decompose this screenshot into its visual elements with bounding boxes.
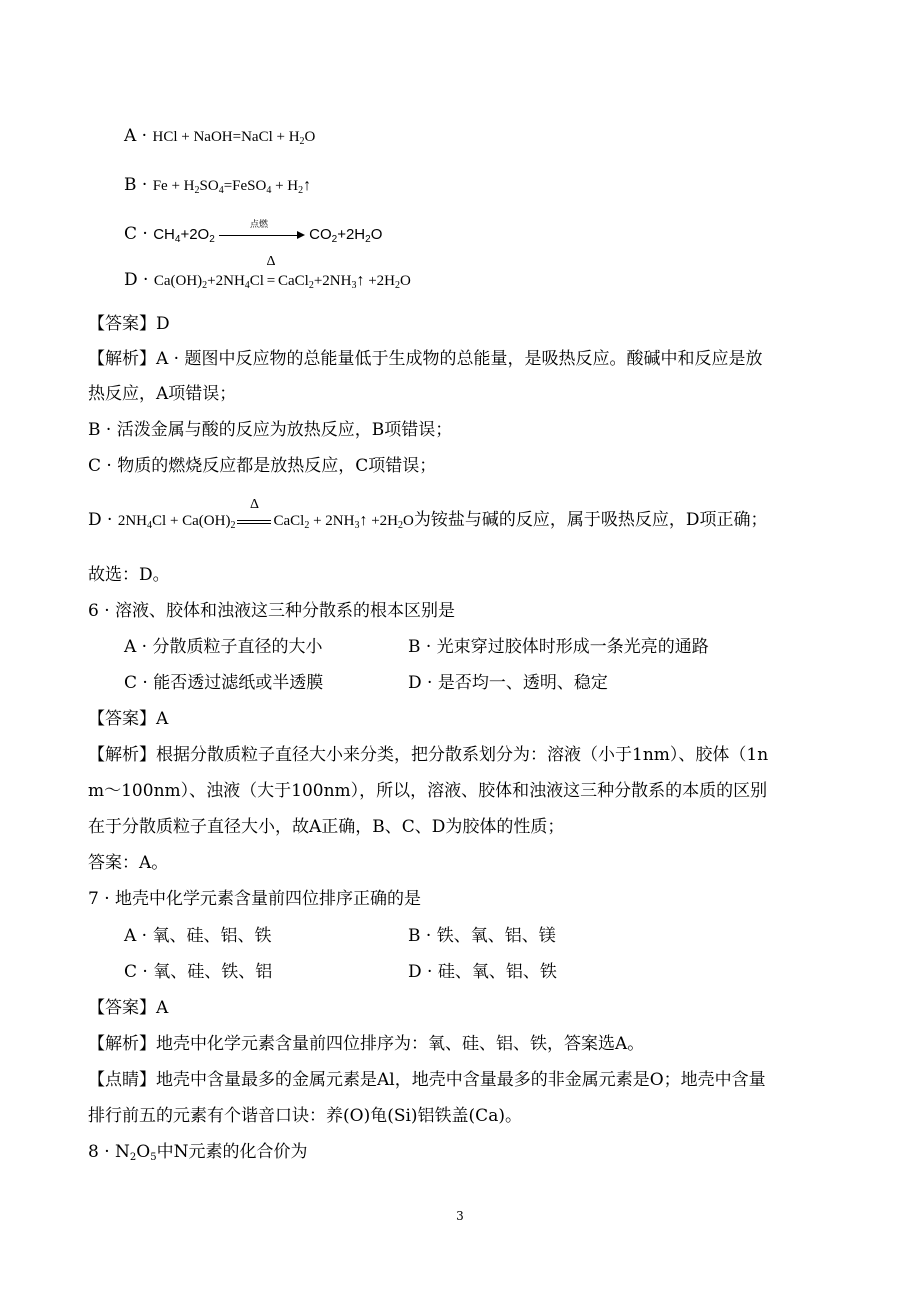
q5-option-a <box>124 124 315 154</box>
q5-analysis-line: 热反应，A项错误； <box>88 384 237 404</box>
q7-answer: 【答案】A <box>88 998 169 1018</box>
q7-option-a: A · 氧、硅、铝、铁 <box>124 926 272 946</box>
equation-c: $CH_4+2O_2$ 点燃 $CO_2+2H_2O$ <box>153 219 383 245</box>
gas-arrow-icon: ↑ <box>356 272 365 289</box>
option-label: A · <box>124 126 153 146</box>
q6-option-c: C · 能否透过滤纸或半透膜 <box>124 673 324 693</box>
q7-note-line: 【点睛】地壳中含量最多的金属元素是Al，地壳中含量最多的非金属元素是O；地壳中含量 <box>88 1070 766 1090</box>
equation-b: $Fe + H_2SO_4=FeSO_4$ + $H_2↑$ <box>153 178 311 194</box>
page-number: 3 <box>456 1209 464 1223</box>
q5-conclusion: 故选：D。 <box>88 565 170 585</box>
q6-analysis-line: 【解析】根据分散质粒子直径大小来分类，把分散系划分为：溶液（小于1nm）、胶体（1n <box>88 745 769 765</box>
q7-option-c: C · 氧、硅、铁、铝 <box>124 962 273 982</box>
q6-conclusion: 答案：A。 <box>88 853 169 873</box>
option-label: C · <box>124 224 154 244</box>
q5-option-d <box>124 254 411 298</box>
q7-option-d: D · 硅、氧、铝、铁 <box>408 962 557 982</box>
q6-stem: 6 · 溶液、胶体和浊液这三种分散系的根本区别是 <box>88 601 456 621</box>
heat-condition-icon: Δ = <box>266 254 276 289</box>
q6-answer: 【答案】A <box>88 709 169 729</box>
q5-answer: 【答案】D <box>88 314 170 334</box>
equation-d: $Ca(OH)_2+2NH_4Cl$ Δ = $CaCl_2+2NH_3↑ +2H_2O$ <box>153 254 411 291</box>
q7-analysis: 【解析】地壳中化学元素含量前四位排序为：氧、硅、铝、铁，答案选A。 <box>88 1034 645 1054</box>
q7-option-b: B · 铁、氧、铝、镁 <box>408 926 556 946</box>
q6-analysis-line: m～100nm）、浊液（大于100nm），所以，溶液、胶体和浊液这三种分散系的本质的区别 <box>88 781 768 801</box>
q7-note-line: 排行前五的元素有个谐音口诀：养(O)龟(Si)铝铁盖(Ca)。 <box>88 1106 522 1126</box>
q5-analysis-line: C · 物质的燃烧反应都是放热反应，C项错误； <box>88 456 437 476</box>
q6-option-b: B · 光束穿过胶体时形成一条光亮的通路 <box>408 637 709 657</box>
equation-a: HCl + NaOH=NaCl + $H_2O$ <box>152 129 316 147</box>
option-label: B · <box>124 175 153 195</box>
q8-stem: $8 \cdot N_2O_5$中N元素的化合价为 <box>88 1142 308 1163</box>
q5-analysis-line: 【解析】A · 题图中反应物的总能量低于生成物的总能量，是吸热反应。酸碱中和反应是放 <box>88 349 763 369</box>
q5-option-b <box>124 173 311 203</box>
gas-arrow-icon: ↑ <box>303 177 312 194</box>
q5-analysis-line: B · 活泼金属与酸的反应为放热反应，B项错误； <box>88 420 453 440</box>
q7-stem: 7 · 地壳中化学元素含量前四位排序正确的是 <box>88 889 422 909</box>
option-label: D · <box>124 270 154 290</box>
q5-option-c <box>124 219 383 252</box>
q6-option-d: D · 是否均一、透明、稳定 <box>408 673 608 693</box>
reaction-arrow-icon: 点燃 <box>219 228 305 242</box>
q6-analysis-line: 在于分散质粒子直径大小，故A正确，B、C、D为胶体的性质； <box>88 817 565 837</box>
gas-arrow-icon: ↑ <box>359 512 368 529</box>
q5-analysis-line-d: $D \cdot 2NH_4Cl + Ca(OH)_2$ Δ CaCl$_2$ + $2NH_3↑ +2H_2O$为铵盐与碱的反应，属于吸热反应，D项正确； <box>88 496 768 531</box>
q6-option-a: A · 分散质粒子直径的大小 <box>124 637 323 657</box>
heat-condition-icon: Δ <box>237 516 271 528</box>
equation-d-analysis: $2NH_4Cl + Ca(OH)_2$ Δ CaCl$_2$ + $2NH_3↑ +2H_2O$ <box>117 496 414 531</box>
